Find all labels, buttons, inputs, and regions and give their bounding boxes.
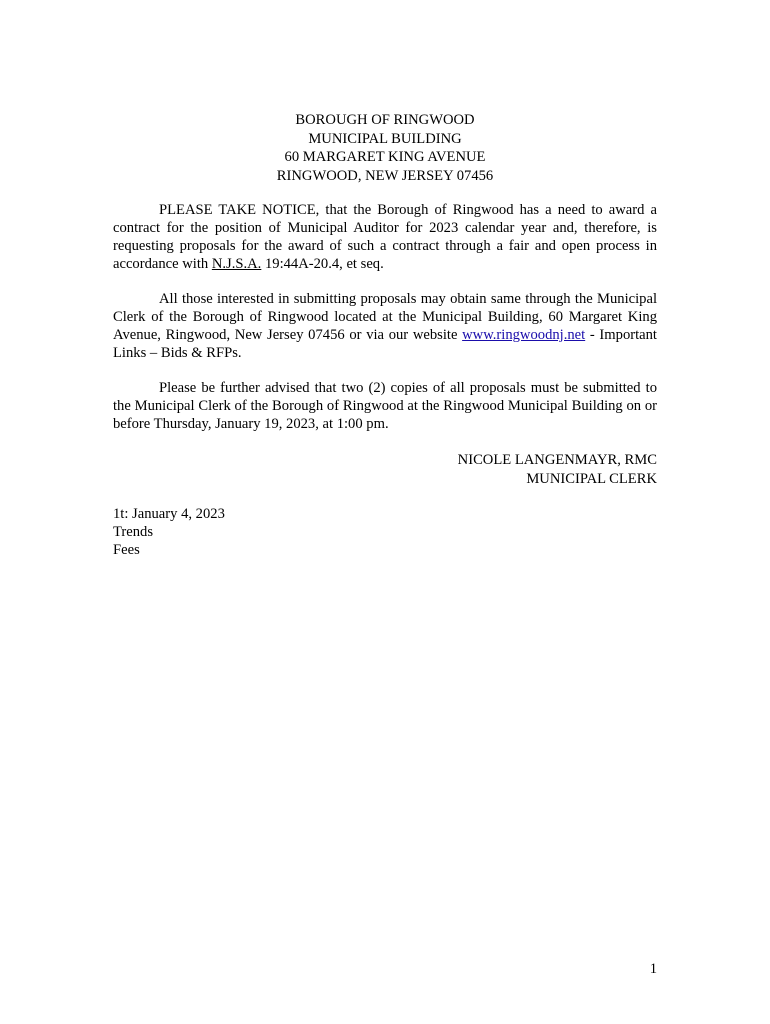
clerk-name: NICOLE LANGENMAYR, RMC <box>457 452 657 468</box>
header-building: MUNICIPAL BUILDING <box>308 130 462 147</box>
clerk-title: MUNICIPAL CLERK <box>526 470 657 487</box>
website-link[interactable]: www.ringwoodnj.net <box>462 327 586 343</box>
publication-info <box>113 505 413 559</box>
header-street: 60 MARGARET KING AVENUE <box>284 149 486 165</box>
signature-block <box>113 451 657 488</box>
website-section-text: - Important Links – Bids & RFPs. <box>113 327 657 361</box>
statute-section: 19:44A-20.4, et seq. <box>261 256 384 272</box>
deadline-paragraph: Please be further advised that two (2) copies of all proposals must be submitted to the Municipal Clerk of the Borough of Ringwood at the Ringwood Municipal Building on or before Thursday, January 19, 2023, at 1:00 pm. <box>113 380 657 432</box>
notice-text: PLEASE TAKE NOTICE, that the Borough of Ringwood has a need to award a contract for the position of Municipal Auditor for 2023 calendar year and, therefore, is requesting proposals for the award of such a contract through a fair and open process in accordance with <box>113 202 657 272</box>
notice-paragraph <box>113 201 657 273</box>
publication-outlet: Trends <box>113 524 154 540</box>
notice-header <box>113 111 657 185</box>
header-city: RINGWOOD, NEW JERSEY 07456 <box>276 167 494 184</box>
publication-fees: Fees <box>113 542 140 558</box>
proposal-info-text: All those interested in submitting proposals may obtain same through the Municipal Clerk of the Borough of Ringwood located at the Municipal Building, 60 Margaret King Avenue, Ringwood, New Jersey 07456 or via our website <box>113 291 657 343</box>
statute-reference: N.J.S.A. <box>211 256 262 272</box>
page-number: 1 <box>649 961 657 977</box>
publication-date: 1t: January 4, 2023 <box>113 506 225 522</box>
proposal-info-paragraph <box>113 290 657 362</box>
header-borough: BOROUGH OF RINGWOOD <box>295 112 475 128</box>
